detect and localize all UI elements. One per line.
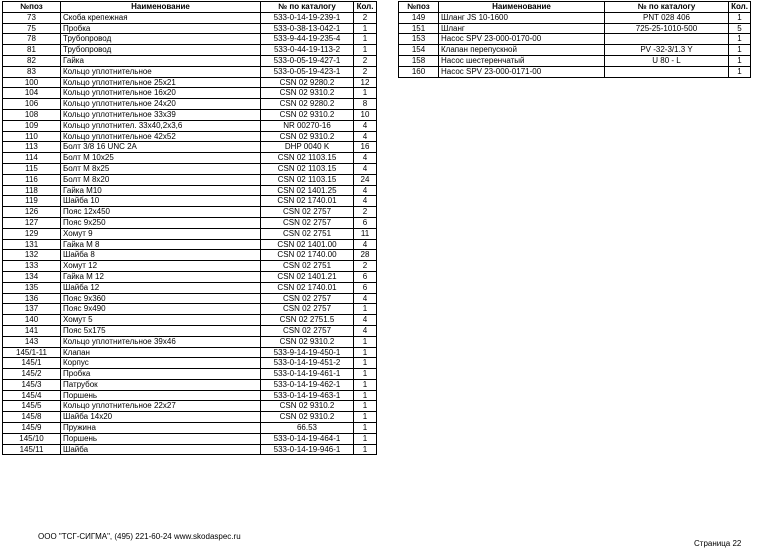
cell-qty: 1 — [354, 304, 377, 315]
cell-qty: 11 — [354, 228, 377, 239]
table-row — [3, 412, 377, 423]
cell-pos: 75 — [3, 23, 61, 34]
table-row — [3, 228, 377, 239]
cell-catalog — [605, 66, 729, 77]
cell-pos: 160 — [399, 66, 439, 77]
table-row — [3, 66, 377, 77]
table-row — [3, 433, 377, 444]
table-row — [3, 207, 377, 218]
cell-catalog: CSN 02 9280.2 — [261, 77, 354, 88]
cell-catalog: CSN 02 2751 — [261, 261, 354, 272]
cell-catalog: CSN 02 2757 — [261, 207, 354, 218]
cell-catalog: CSN 02 1740.01 — [261, 196, 354, 207]
cell-qty: 1 — [354, 23, 377, 34]
cell-catalog: U 80 - L — [605, 55, 729, 66]
table-row — [3, 34, 377, 45]
parts-table-left — [2, 1, 377, 455]
cell-name: Кольцо уплотнительное — [61, 66, 261, 77]
table-row — [399, 23, 751, 34]
cell-name: Поршень — [61, 433, 261, 444]
cell-qty: 10 — [354, 109, 377, 120]
table-row — [3, 88, 377, 99]
table-row — [3, 444, 377, 455]
cell-catalog: CSN 02 9310.2 — [261, 401, 354, 412]
cell-pos: 141 — [3, 325, 61, 336]
footer-company: ООО "ТСГ-СИГМА", (495) 221-60-24 www.skodaspec.ru — [38, 532, 241, 541]
cell-name: Насос SPV 23-000-0171-00 — [439, 66, 605, 77]
table-row — [3, 325, 377, 336]
table-row — [3, 304, 377, 315]
cell-name: Пояс 9x250 — [61, 217, 261, 228]
cell-qty: 4 — [354, 153, 377, 164]
cell-catalog: DHP 0040 K — [261, 142, 354, 153]
cell-qty: 5 — [729, 23, 751, 34]
cell-qty: 1 — [354, 369, 377, 380]
cell-name: Клапан — [61, 347, 261, 358]
table-row — [3, 358, 377, 369]
table-row — [399, 66, 751, 77]
col-header-qty: Кол. — [729, 2, 751, 13]
cell-name: Шайба 10 — [61, 196, 261, 207]
cell-qty: 4 — [354, 196, 377, 207]
cell-qty: 1 — [354, 347, 377, 358]
cell-qty: 1 — [354, 433, 377, 444]
cell-qty: 1 — [354, 358, 377, 369]
cell-catalog: 533-0-05-19-423-1 — [261, 66, 354, 77]
cell-qty: 2 — [354, 55, 377, 66]
table-row — [3, 217, 377, 228]
table-row — [399, 45, 751, 56]
cell-catalog: CSN 02 1103.15 — [261, 153, 354, 164]
cell-name: Болт М 10x25 — [61, 153, 261, 164]
cell-pos: 131 — [3, 239, 61, 250]
cell-catalog: CSN 02 9280.2 — [261, 99, 354, 110]
cell-qty: 8 — [354, 99, 377, 110]
cell-name: Пояс 9x360 — [61, 293, 261, 304]
cell-catalog: CSN 02 1103.15 — [261, 163, 354, 174]
cell-qty: 1 — [729, 55, 751, 66]
col-header-name: Наименование — [439, 2, 605, 13]
table-row — [3, 347, 377, 358]
cell-pos: 118 — [3, 185, 61, 196]
cell-name: Клапан перепускной — [439, 45, 605, 56]
col-header-catalog: № по каталогу — [261, 2, 354, 13]
table-row — [3, 423, 377, 434]
table-row — [3, 109, 377, 120]
cell-catalog: PNT 028 406 — [605, 12, 729, 23]
table-row — [3, 185, 377, 196]
cell-catalog: 533-9-44-19-235-4 — [261, 34, 354, 45]
cell-pos: 140 — [3, 315, 61, 326]
page-number: Страница 22 — [694, 539, 742, 548]
cell-catalog: NR 00270-16 — [261, 120, 354, 131]
cell-catalog: CSN 02 9310.2 — [261, 412, 354, 423]
table-row — [3, 23, 377, 34]
table-row — [3, 401, 377, 412]
cell-qty: 24 — [354, 174, 377, 185]
cell-qty: 1 — [354, 401, 377, 412]
table-row — [3, 293, 377, 304]
cell-name: Болт 3/8 16 UNC 2A — [61, 142, 261, 153]
col-header-pos: №поз — [3, 2, 61, 13]
cell-qty: 1 — [354, 88, 377, 99]
cell-name: Гайка — [61, 55, 261, 66]
table-row — [3, 250, 377, 261]
cell-catalog: 533-0-14-19-462-1 — [261, 379, 354, 390]
cell-pos: 145/8 — [3, 412, 61, 423]
cell-catalog: CSN 02 2757 — [261, 304, 354, 315]
cell-pos: 151 — [399, 23, 439, 34]
cell-name: Кольцо уплотнител. 33x40,2x3,6 — [61, 120, 261, 131]
cell-catalog: CSN 02 2757 — [261, 325, 354, 336]
table-row — [3, 271, 377, 282]
cell-pos: 158 — [399, 55, 439, 66]
cell-pos: 145/5 — [3, 401, 61, 412]
cell-pos: 145/2 — [3, 369, 61, 380]
cell-catalog: CSN 02 9310.2 — [261, 131, 354, 142]
cell-pos: 81 — [3, 45, 61, 56]
cell-qty: 2 — [354, 12, 377, 23]
table-row — [3, 336, 377, 347]
table-row — [3, 379, 377, 390]
cell-catalog: PV -32-3/1.3 Y — [605, 45, 729, 56]
table-row — [3, 174, 377, 185]
cell-pos: 154 — [399, 45, 439, 56]
cell-name: Хомут 5 — [61, 315, 261, 326]
col-header-catalog: № по каталогу — [605, 2, 729, 13]
cell-pos: 145/3 — [3, 379, 61, 390]
cell-name: Кольцо уплотнительное 42x52 — [61, 131, 261, 142]
cell-catalog: CSN 02 2751.5 — [261, 315, 354, 326]
cell-name: Пробка — [61, 369, 261, 380]
cell-catalog: 533-0-05-19-427-1 — [261, 55, 354, 66]
cell-name: Болт М 8x20 — [61, 174, 261, 185]
cell-pos: 119 — [3, 196, 61, 207]
cell-qty: 28 — [354, 250, 377, 261]
cell-catalog: 66.53 — [261, 423, 354, 434]
cell-pos: 110 — [3, 131, 61, 142]
cell-pos: 129 — [3, 228, 61, 239]
cell-qty: 4 — [354, 315, 377, 326]
cell-pos: 153 — [399, 34, 439, 45]
cell-pos: 116 — [3, 174, 61, 185]
cell-qty: 4 — [354, 325, 377, 336]
cell-qty: 6 — [354, 271, 377, 282]
cell-pos: 113 — [3, 142, 61, 153]
cell-catalog: CSN 02 2757 — [261, 293, 354, 304]
cell-name: Трубопровод — [61, 34, 261, 45]
cell-qty: 1 — [729, 34, 751, 45]
cell-pos: 108 — [3, 109, 61, 120]
cell-qty: 1 — [354, 390, 377, 401]
cell-qty: 16 — [354, 142, 377, 153]
cell-pos: 83 — [3, 66, 61, 77]
cell-pos: 149 — [399, 12, 439, 23]
cell-catalog: CSN 02 2757 — [261, 217, 354, 228]
cell-name: Шайба 12 — [61, 282, 261, 293]
cell-pos: 100 — [3, 77, 61, 88]
cell-name: Поршень — [61, 390, 261, 401]
cell-pos: 106 — [3, 99, 61, 110]
table-row — [3, 261, 377, 272]
cell-catalog: CSN 02 9310.2 — [261, 336, 354, 347]
cell-catalog: CSN 02 9310.2 — [261, 109, 354, 120]
cell-name: Насос SPV 23-000-0170-00 — [439, 34, 605, 45]
cell-pos: 134 — [3, 271, 61, 282]
cell-name: Шайба 14x20 — [61, 412, 261, 423]
cell-qty: 4 — [354, 185, 377, 196]
cell-qty: 1 — [354, 45, 377, 56]
header-row — [3, 2, 377, 13]
cell-catalog: CSN 02 2751 — [261, 228, 354, 239]
cell-name: Кольцо уплотнительное 22x27 — [61, 401, 261, 412]
cell-pos: 137 — [3, 304, 61, 315]
cell-catalog: 533-0-14-19-461-1 — [261, 369, 354, 380]
cell-name: Корпус — [61, 358, 261, 369]
table-row — [3, 45, 377, 56]
cell-name: Патрубок — [61, 379, 261, 390]
cell-qty: 1 — [354, 336, 377, 347]
cell-pos: 135 — [3, 282, 61, 293]
cell-name: Трубопровод — [61, 45, 261, 56]
table-row — [3, 153, 377, 164]
cell-name: Скоба крепежная — [61, 12, 261, 23]
cell-qty: 1 — [729, 45, 751, 56]
cell-pos: 127 — [3, 217, 61, 228]
cell-pos: 145/4 — [3, 390, 61, 401]
table-row — [3, 239, 377, 250]
cell-pos: 145/11 — [3, 444, 61, 455]
table-row — [399, 12, 751, 23]
table-row — [399, 55, 751, 66]
cell-qty: 1 — [354, 379, 377, 390]
table-row — [3, 77, 377, 88]
col-header-pos: №поз — [399, 2, 439, 13]
cell-name: Хомут 9 — [61, 228, 261, 239]
cell-pos: 73 — [3, 12, 61, 23]
cell-qty: 1 — [354, 444, 377, 455]
table-row — [3, 142, 377, 153]
cell-name: Шайба 8 — [61, 250, 261, 261]
table-row — [3, 369, 377, 380]
cell-qty: 2 — [354, 66, 377, 77]
table-row — [3, 196, 377, 207]
cell-name: Гайка М 12 — [61, 271, 261, 282]
cell-name: Кольцо уплотнительное 33x39 — [61, 109, 261, 120]
cell-qty: 4 — [354, 120, 377, 131]
table-row — [3, 99, 377, 110]
table-row — [3, 55, 377, 66]
cell-catalog: 533-0-14-19-239-1 — [261, 12, 354, 23]
cell-catalog: CSN 02 1740.01 — [261, 282, 354, 293]
cell-name: Кольцо уплотнительное 25x21 — [61, 77, 261, 88]
table-row — [3, 163, 377, 174]
cell-qty: 1 — [354, 423, 377, 434]
cell-qty: 4 — [354, 163, 377, 174]
cell-pos: 115 — [3, 163, 61, 174]
cell-pos: 82 — [3, 55, 61, 66]
cell-pos: 126 — [3, 207, 61, 218]
cell-catalog: CSN 02 9310.2 — [261, 88, 354, 99]
cell-pos: 145/1 — [3, 358, 61, 369]
cell-pos: 136 — [3, 293, 61, 304]
cell-name: Пружина — [61, 423, 261, 434]
header-row — [399, 2, 751, 13]
table-row — [3, 282, 377, 293]
table-row — [399, 34, 751, 45]
cell-name: Кольцо уплотнительное 39x46 — [61, 336, 261, 347]
table-row — [3, 390, 377, 401]
cell-catalog — [605, 34, 729, 45]
col-header-name: Наименование — [61, 2, 261, 13]
cell-qty: 1 — [729, 66, 751, 77]
cell-qty: 12 — [354, 77, 377, 88]
cell-catalog: 533-9-14-19-450-1 — [261, 347, 354, 358]
cell-catalog: 533-0-14-19-464-1 — [261, 433, 354, 444]
cell-pos: 132 — [3, 250, 61, 261]
cell-catalog: CSN 02 1103.15 — [261, 174, 354, 185]
cell-name: Кольцо уплотнительное 24x20 — [61, 99, 261, 110]
cell-catalog: CSN 02 1740.00 — [261, 250, 354, 261]
cell-pos: 109 — [3, 120, 61, 131]
cell-catalog: CSN 02 1401.00 — [261, 239, 354, 250]
cell-catalog: 533-0-44-19-113-2 — [261, 45, 354, 56]
parts-table-right — [398, 1, 751, 78]
table-row — [3, 120, 377, 131]
cell-pos: 145/10 — [3, 433, 61, 444]
cell-qty: 1 — [354, 34, 377, 45]
cell-catalog: 725-25-1010-500 — [605, 23, 729, 34]
col-header-qty: Кол. — [354, 2, 377, 13]
cell-pos: 114 — [3, 153, 61, 164]
cell-qty: 6 — [354, 217, 377, 228]
cell-pos: 145/1-11 — [3, 347, 61, 358]
cell-qty: 2 — [354, 207, 377, 218]
cell-catalog: 533-0-38-13-042-1 — [261, 23, 354, 34]
cell-catalog: CSN 02 1401.25 — [261, 185, 354, 196]
cell-catalog: 533-0-14-19-463-1 — [261, 390, 354, 401]
cell-pos: 78 — [3, 34, 61, 45]
cell-name: Гайка М 8 — [61, 239, 261, 250]
cell-name: Пояс 12x450 — [61, 207, 261, 218]
cell-name: Гайка М10 — [61, 185, 261, 196]
table-row — [3, 315, 377, 326]
cell-qty: 2 — [354, 261, 377, 272]
cell-name: Болт М 8x25 — [61, 163, 261, 174]
cell-pos: 143 — [3, 336, 61, 347]
cell-name: Шайба — [61, 444, 261, 455]
cell-catalog: 533-0-14-19-946-1 — [261, 444, 354, 455]
cell-pos: 104 — [3, 88, 61, 99]
cell-name: Хомут 12 — [61, 261, 261, 272]
cell-pos: 133 — [3, 261, 61, 272]
cell-qty: 6 — [354, 282, 377, 293]
cell-qty: 4 — [354, 293, 377, 304]
cell-name: Пробка — [61, 23, 261, 34]
cell-qty: 4 — [354, 131, 377, 142]
table-row — [3, 12, 377, 23]
table-row — [3, 131, 377, 142]
cell-name: Пояс 9x490 — [61, 304, 261, 315]
cell-name: Шланг JS 10-1600 — [439, 12, 605, 23]
cell-name: Пояс 5x175 — [61, 325, 261, 336]
cell-name: Кольцо уплотнительное 16x20 — [61, 88, 261, 99]
cell-qty: 1 — [729, 12, 751, 23]
cell-name: Насос шестеренчатый — [439, 55, 605, 66]
cell-qty: 4 — [354, 239, 377, 250]
cell-pos: 145/9 — [3, 423, 61, 434]
cell-qty: 1 — [354, 412, 377, 423]
cell-name: Шланг — [439, 23, 605, 34]
cell-catalog: CSN 02 1401.21 — [261, 271, 354, 282]
cell-catalog: 533-0-14-19-451-2 — [261, 358, 354, 369]
